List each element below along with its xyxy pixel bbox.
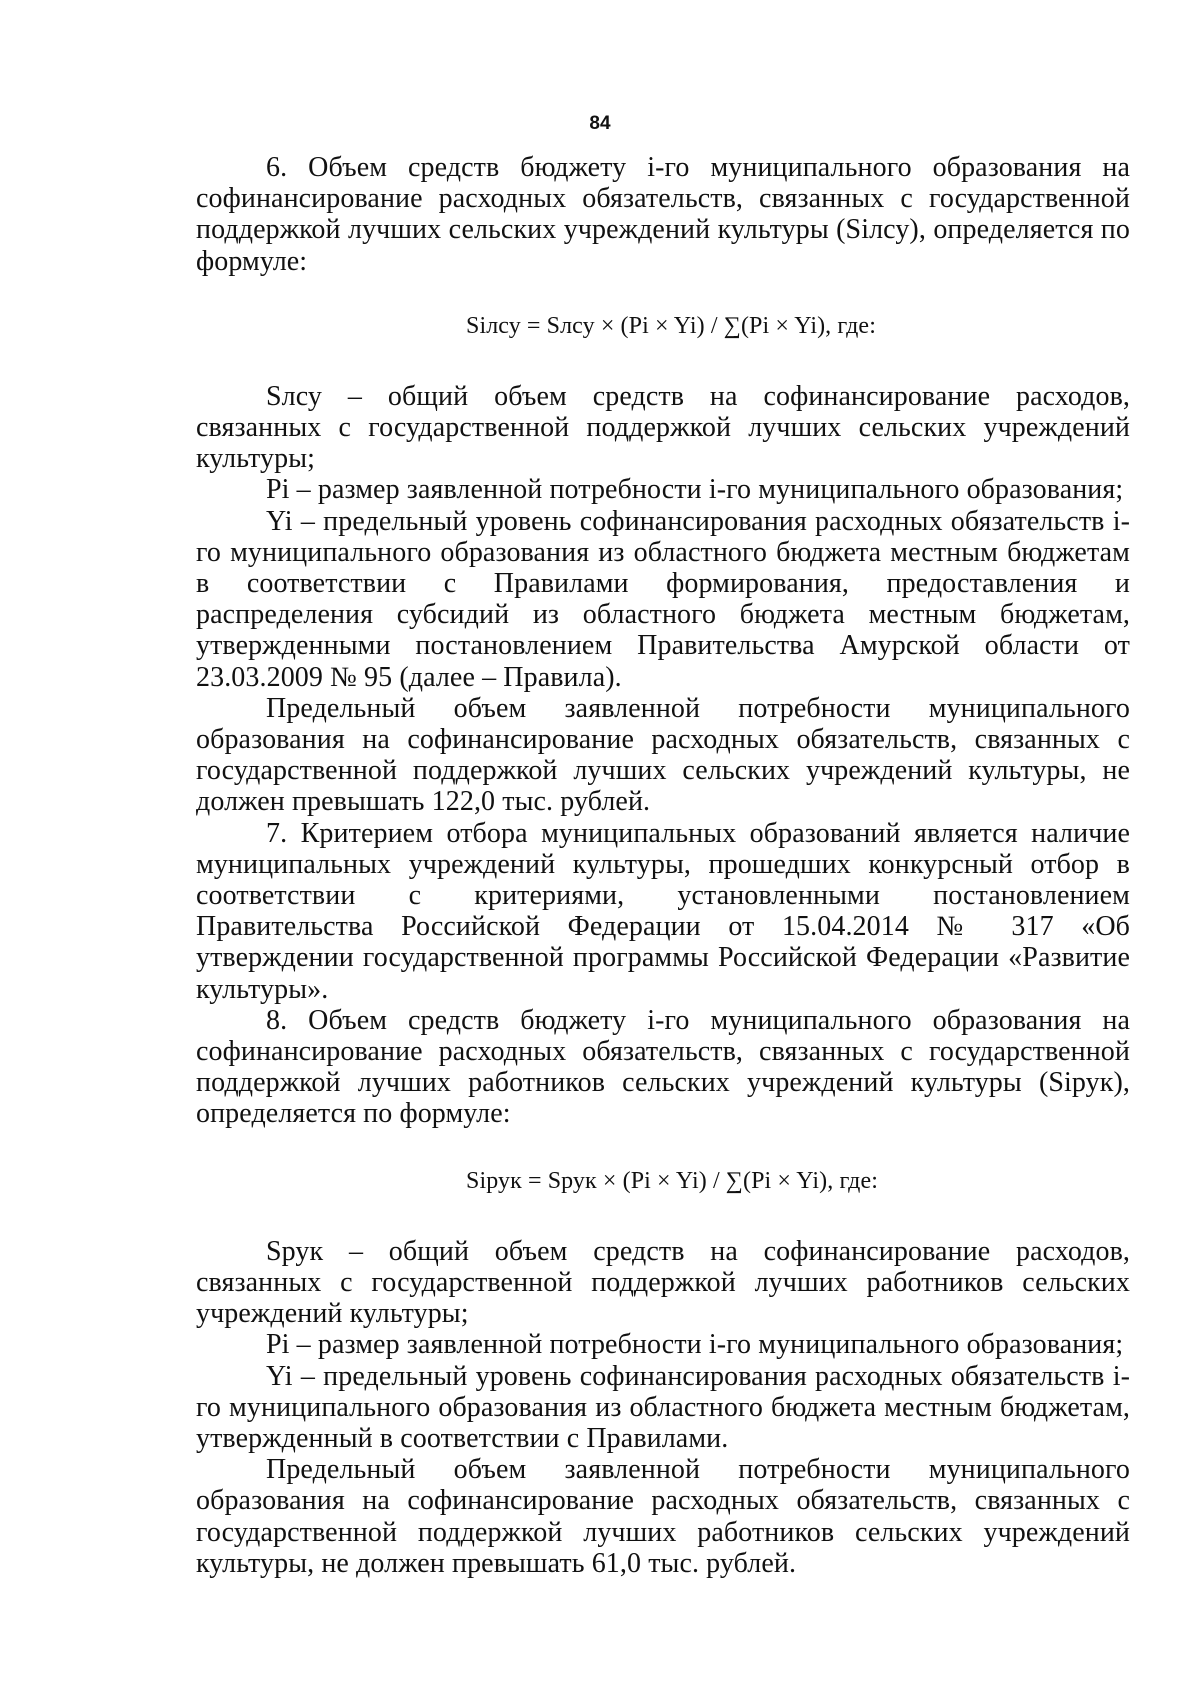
paragraph-item-6: 6. Объем средств бюджету i-го муниципального образования на софинансирование расходных обязательств, связанных с государственной поддержкой лучших сельских учреждений культуры (Siлсу), определяется по формуле:	[196, 152, 1130, 277]
paragraph-yi-definition: Yi – предельный уровень софинансирования расходных обязательств i-го муниципального образования из областного бюджета местным бюджетам в соответствии с Правилами формирования, предоставления и распределения субсидий из областного бюджета местным бюджетам, утвержденными постановлением Правительства Амурской области от 23.03.2009 № 95 (далее – Правила).	[196, 505, 1130, 693]
paragraph-pi-definition-2: Pi – размер заявленной потребности i-го муниципального образования;	[266, 1329, 1124, 1361]
paragraph-sruk-definition: Sрук – общий объем средств на софинансирование расходов, связанных с государственной поддержкой лучших работников сельских учреждений культуры;	[196, 1235, 1130, 1330]
document-body	[196, 152, 1130, 1579]
paragraph-item-7: 7. Критерием отбора муниципальных образований является наличие муниципальных учреждений культуры, прошедших конкурсный отбор в соответствии с критериями, установленными постановлением Правительства Российской Федерации от 15.04.2014 № 317 «Об утверждении государственной программы Российской Федерации «Развитие культуры».	[196, 817, 1130, 1005]
paragraph-slsu-definition: Sлсу – общий объем средств на софинансирование расходов, связанных с государственной поддержкой лучших сельских учреждений культуры;	[196, 380, 1130, 475]
paragraph-item-8: 8. Объем средств бюджету i-го муниципального образования на софинансирование расходных обязательств, связанных с государственной поддержкой лучших работников сельских учреждений культуры (Siрук), определяется по формуле:	[196, 1004, 1130, 1130]
paragraph-pi-definition: Pi – размер заявленной потребности i-го муниципального образования;	[266, 474, 1124, 506]
formula-siрук: Siрук = Sрук × (Pi × Yi) / ∑(Pi × Yi), где:	[466, 1167, 879, 1194]
paragraph-yi-definition-2: Yi – предельный уровень софинансирования расходных обязательств i-го муниципального образования из областного бюджета местным бюджетам, утвержденный в соответствии с Правилами.	[196, 1360, 1130, 1454]
paragraph-limit-61: Предельный объем заявленной потребности муниципального образования на софинансирование расходных обязательств, связанных с государственной поддержкой лучших работников сельских учреждений культуры, не должен превышать 61,0 тыс. рублей.	[196, 1454, 1130, 1579]
paragraph-limit-122: Предельный объем заявленной потребности муниципального образования на софинансирование расходных обязательств, связанных с государственной поддержкой лучших сельских учреждений культуры, не должен превышать 122,0 тыс. рублей.	[196, 692, 1130, 818]
page-number: 84	[589, 113, 611, 134]
formula-siлсу: Siлсу = Sлсу × (Pi × Yi) / ∑(Pi × Yi), где:	[466, 312, 876, 339]
